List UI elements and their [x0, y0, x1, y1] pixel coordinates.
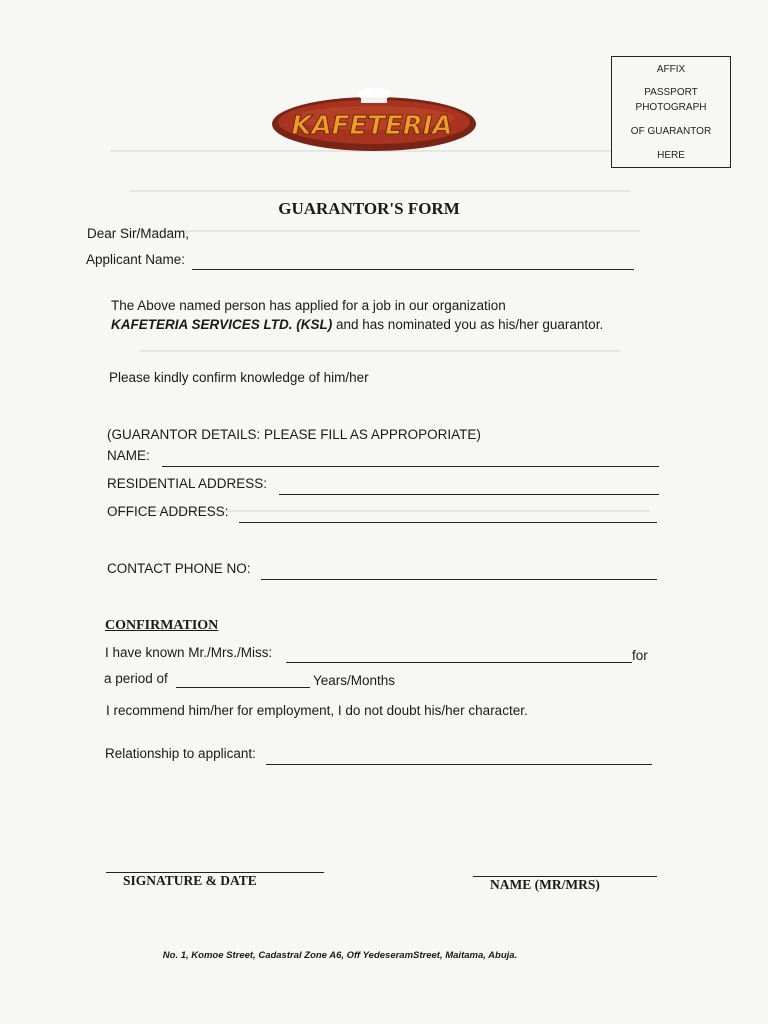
- photo-box-line: OF GUARANTOR: [630, 126, 712, 137]
- period-suffix: Years/Months: [313, 673, 396, 688]
- kafeteria-logo: [262, 88, 482, 154]
- signature-date-label: SIGNATURE & DATE: [123, 873, 257, 888]
- logo-text: KAFETERIA: [291, 111, 453, 141]
- name-mr-mrs-label: NAME (MR/MRS): [490, 877, 600, 892]
- contact-phone-field[interactable]: [261, 579, 657, 580]
- page-title: GUARANTOR'S FORM: [278, 199, 460, 218]
- residential-address-label: RESIDENTIAL ADDRESS:: [107, 476, 268, 491]
- applicant-name-label: Applicant Name:: [86, 252, 186, 267]
- confirmation-heading: CONFIRMATION: [105, 618, 219, 633]
- intro-line-1: The Above named person has applied for a job in our organization: [111, 298, 506, 313]
- period-prefix: a period of: [104, 671, 168, 686]
- passport-photo-box: [611, 56, 731, 168]
- known-name-field[interactable]: [286, 662, 632, 663]
- office-address-field[interactable]: [239, 522, 657, 523]
- contact-phone-label: CONTACT PHONE NO:: [107, 561, 251, 576]
- photo-box-line: AFFIX: [656, 64, 686, 75]
- office-address-label: OFFICE ADDRESS:: [107, 504, 229, 519]
- photo-box-line: HERE: [657, 150, 685, 161]
- guarantor-details-heading: (GUARANTOR DETAILS: PLEASE FILL AS APPROPORIATE): [107, 427, 481, 442]
- intro-line-2: [111, 317, 603, 332]
- intro-line-2-rest: and has nominated you as his/her guarantor.: [332, 317, 604, 332]
- photo-box-line: PASSPORT: [644, 87, 698, 98]
- period-field[interactable]: [176, 687, 310, 688]
- relationship-label: Relationship to applicant:: [105, 746, 256, 761]
- recommend-statement: I recommend him/her for employment, I do not doubt his/her character.: [106, 703, 528, 718]
- guarantor-name-field[interactable]: [162, 466, 659, 467]
- applicant-name-field[interactable]: [192, 269, 634, 270]
- relationship-field[interactable]: [266, 764, 652, 765]
- known-suffix: for: [632, 648, 648, 663]
- residential-address-field[interactable]: [279, 494, 659, 495]
- salutation: Dear Sir/Madam,: [87, 226, 190, 241]
- known-label: I have known Mr./Mrs./Miss:: [105, 645, 273, 660]
- footer-address: No. 1, Komoe Street, Cadastral Zone A6, Off YedeseramStreet, Maitama, Abuja.: [162, 950, 518, 961]
- company-name: KAFETERIA SERVICES LTD. (KSL): [111, 317, 333, 332]
- confirm-request: Please kindly confirm knowledge of him/her: [109, 370, 369, 385]
- photo-box-line: PHOTOGRAPH: [635, 102, 707, 113]
- guarantor-name-label: NAME:: [107, 448, 150, 463]
